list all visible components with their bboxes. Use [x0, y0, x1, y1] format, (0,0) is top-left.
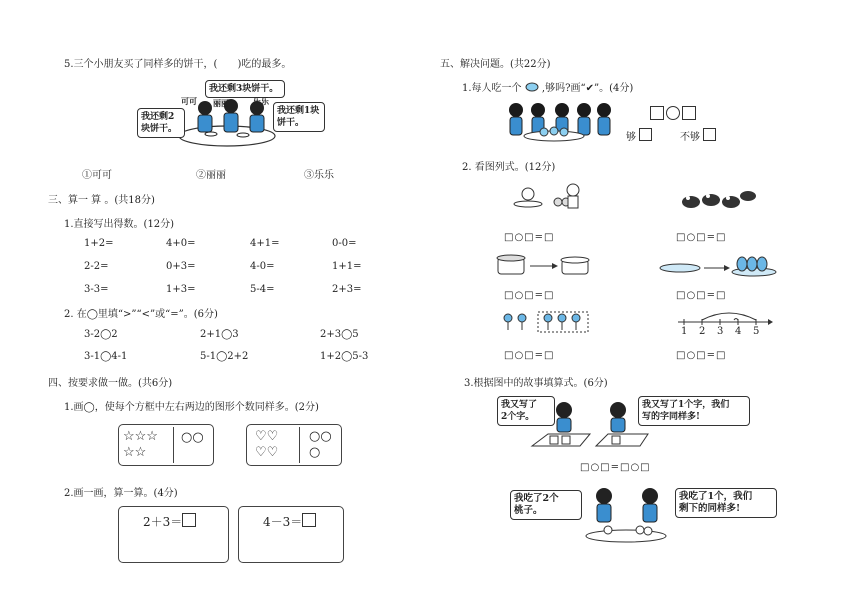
circles-group-2: ○○ ○ — [309, 429, 332, 460]
hearts-group: ♡♡ ♡♡ — [255, 429, 279, 460]
q3-text: 3.根据图中的故事填算式。(6分) — [464, 378, 608, 389]
bubble-ate-2: 我吃了2个 桃子。 — [510, 490, 582, 520]
enough-option[interactable]: 够 — [626, 128, 652, 143]
pots-picture — [494, 252, 594, 280]
number-line-tick-label: 5 — [753, 326, 760, 337]
q2-equation-6[interactable]: □○□=□ — [676, 350, 727, 361]
section-4-title: 四、按要求做一做。(共6分) — [48, 378, 173, 389]
q2-equation-3[interactable]: □○□=□ — [504, 290, 555, 301]
equation-2: 4－3＝ — [263, 513, 316, 530]
draw-box-2[interactable] — [238, 506, 344, 563]
compare-item[interactable]: 2+1◯3 — [200, 329, 239, 340]
compare-item[interactable]: 3-1◯4-1 — [84, 351, 128, 362]
q2-equation-4[interactable]: □○□=□ — [676, 290, 727, 301]
arith-item[interactable]: 0-0= — [332, 238, 357, 249]
arith-item[interactable]: 3-3= — [84, 284, 109, 295]
equation-1: 2＋3＝ — [143, 513, 196, 530]
arith-item[interactable]: 2+3= — [332, 284, 362, 295]
number-line-tick-label: 2 — [699, 326, 706, 337]
q1-text: 1.每人吃一个 ,够吗?画“✔”。(4分) — [462, 83, 634, 94]
compare-item[interactable]: 2+3◯5 — [320, 329, 359, 340]
arith-item[interactable]: 4+0= — [166, 238, 196, 249]
section-3-sub1: 1.直接写出得数。(12分) — [64, 219, 175, 230]
shape-box-2[interactable] — [246, 424, 342, 466]
bubble-ate-1: 我吃了1个，我们 剩下的同样多! — [675, 488, 777, 518]
option-1: ①可可 — [82, 170, 112, 181]
arith-item[interactable]: 1+1= — [332, 261, 362, 272]
section-4-sub1: 1.画◯，使每个方框中左右两边的图形个数同样多。(2分) — [64, 402, 319, 413]
answer-template[interactable] — [650, 106, 696, 123]
q2-equation-5[interactable]: □○□=□ — [504, 350, 555, 361]
writing-children-illustration — [520, 398, 660, 450]
circles-group-1: ○○ — [181, 430, 204, 445]
q5-text: 5.三个小朋友买了同样多的饼干，( )吃的最多。 — [64, 59, 292, 70]
compare-item[interactable]: 1+2◯5-3 — [320, 351, 369, 362]
peach-icon — [525, 82, 539, 92]
arith-item[interactable]: 1+2= — [84, 238, 114, 249]
number-line — [674, 308, 774, 340]
stars-group: ☆☆☆ ☆☆ — [123, 429, 158, 460]
arith-item[interactable]: 5-4= — [250, 284, 275, 295]
bubble-lele: 我还剩1块饼干。 — [273, 102, 325, 132]
children-and-peaches-illustration — [504, 98, 614, 142]
name-lili: 丽丽 — [213, 98, 229, 108]
bubble-lili: 我还剩3块饼干。 — [205, 80, 285, 98]
draw-box-1[interactable] — [118, 506, 229, 563]
q2-equation-2[interactable]: □○□=□ — [676, 232, 727, 243]
arith-item[interactable]: 2-2= — [84, 261, 109, 272]
arith-item[interactable]: 4-0= — [250, 261, 275, 272]
number-line-tick-label: 3 — [717, 326, 724, 337]
compare-item[interactable]: 3-2◯2 — [84, 329, 118, 340]
number-line-tick-label: 4 — [735, 326, 742, 337]
q3-equation[interactable]: □○□=□○□ — [580, 462, 651, 473]
compare-item[interactable]: 5-1◯2+2 — [200, 351, 249, 362]
monkey-bananas-picture — [508, 182, 588, 212]
option-3: ③乐乐 — [304, 170, 334, 181]
shape-box-1[interactable] — [118, 424, 214, 466]
section-4-sub2: 2.画一画，算一算。(4分) — [64, 488, 178, 499]
bubble-write-1: 我又写了1个字，我们 写的字同样多! — [638, 396, 750, 426]
arith-item[interactable]: 1+3= — [166, 284, 196, 295]
q2-equation-1[interactable]: □○□=□ — [504, 232, 555, 243]
q2-text: 2. 看图列式。(12分) — [462, 162, 556, 173]
name-keke: 可可 — [181, 96, 197, 106]
arith-item[interactable]: 4+1= — [250, 238, 280, 249]
eating-children-illustration — [580, 484, 670, 544]
name-lele: 乐乐 — [253, 96, 269, 106]
frogs-picture — [676, 182, 766, 214]
bubble-write-2: 我又写了 2个字。 — [497, 396, 555, 426]
section-3-title: 三、算一 算 。(共18分) — [48, 195, 155, 206]
section-3-sub2: 2. 在◯里填“>”“<”或“=”。(6分) — [64, 309, 218, 320]
option-2: ②丽丽 — [196, 170, 226, 181]
arith-item[interactable]: 0+3= — [166, 261, 196, 272]
number-line-tick-label: 1 — [681, 326, 688, 337]
bubble-keke: 我还剩2块饼干。 — [137, 108, 185, 138]
pears-plate-picture — [658, 252, 778, 280]
section-5-title: 五、解决问题。(共22分) — [440, 59, 551, 70]
q5-illustration — [135, 78, 320, 150]
flowers-picture — [500, 310, 590, 334]
not-enough-option[interactable]: 不够 — [680, 128, 716, 143]
